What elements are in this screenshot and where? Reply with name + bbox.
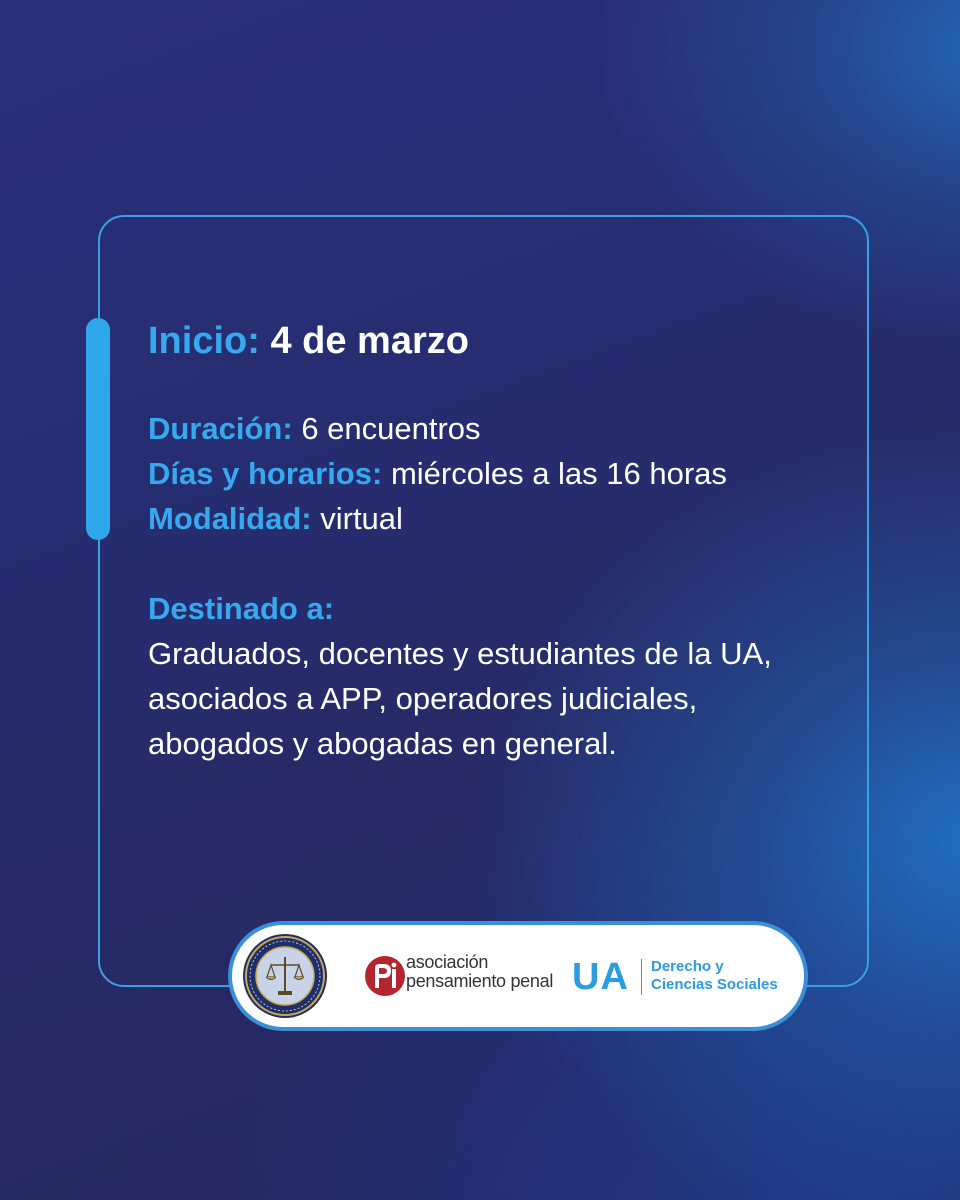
ua-divider — [641, 959, 642, 995]
partner-logos — [228, 921, 808, 1031]
ua-logo — [572, 953, 792, 1003]
duration-label: Duración: — [148, 411, 293, 446]
event-info — [148, 314, 828, 766]
event-details — [148, 406, 828, 541]
start-value: 4 de marzo — [270, 320, 469, 362]
duration-value: 6 encuentros — [301, 411, 481, 446]
start-label: Inicio: — [148, 320, 260, 362]
ua-mark: UA — [572, 956, 629, 998]
detail-duration — [148, 406, 828, 451]
app-name-line2: pensamiento penal — [406, 971, 554, 991]
schedule-label: Días y horarios: — [148, 456, 383, 491]
app-logo — [364, 951, 554, 1001]
detail-modality — [148, 496, 828, 541]
audience-text: Graduados, docentes y estudiantes de la UA, asociados a APP, operadores judiciales, abogados y abogadas en general. — [148, 636, 772, 761]
app-name-line1: asociación — [406, 952, 489, 972]
audience-label: Destinado a: — [148, 591, 335, 626]
schedule-value: miércoles a las 16 horas — [390, 456, 727, 491]
ua-faculty-line1: Derecho y — [651, 958, 724, 975]
detail-schedule — [148, 451, 828, 496]
ua-faculty — [651, 958, 778, 994]
accent-bar — [86, 318, 110, 540]
magistrates-seal-icon — [242, 933, 328, 1019]
app-monogram-icon — [364, 955, 406, 997]
start-date — [148, 314, 828, 368]
modality-value: virtual — [320, 501, 403, 536]
ua-faculty-line2: Ciencias Sociales — [651, 976, 778, 993]
modality-label: Modalidad: — [148, 501, 312, 536]
audience-section — [148, 586, 828, 766]
